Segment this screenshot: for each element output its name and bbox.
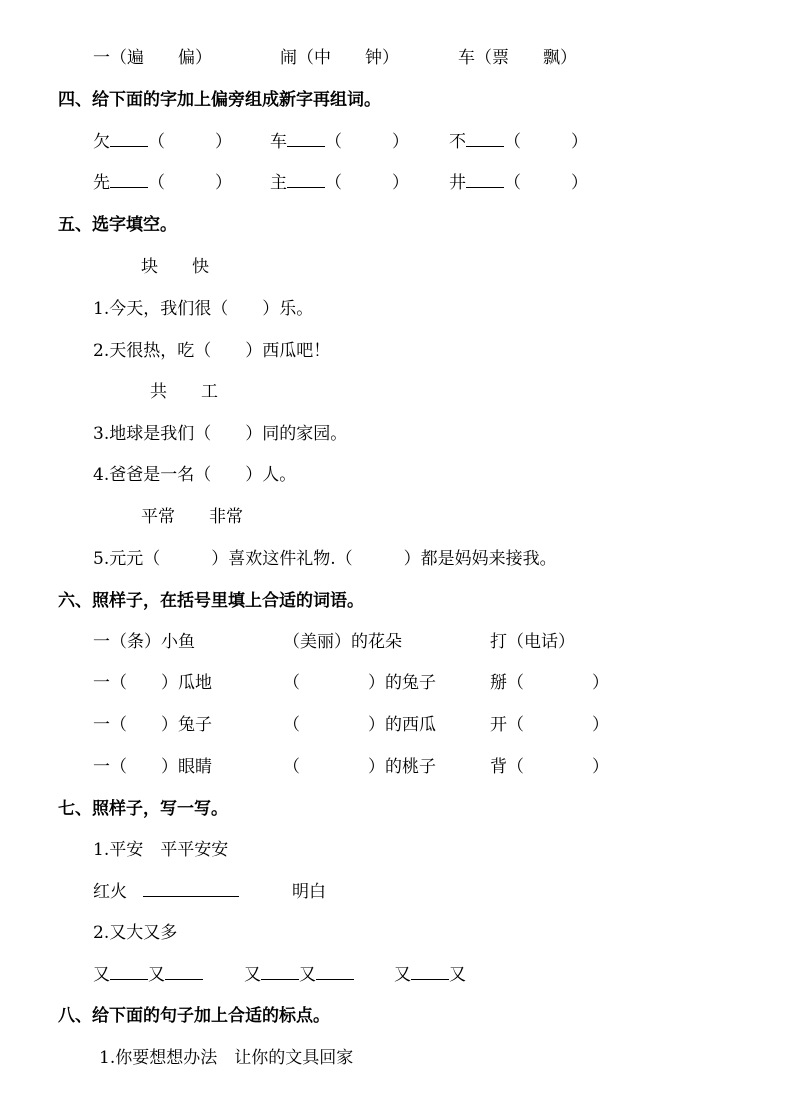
section-7-title: 七、照样子，写一写。 [58, 799, 228, 819]
phrase-blank: （ ）的西瓜 [283, 715, 436, 735]
aabb-item: 红火 [93, 881, 239, 903]
phrase-blank: （ ）的兔子 [283, 673, 436, 693]
word-choice-1: 一（遍 偏） [93, 48, 212, 68]
radical-item: 不 （ ） [449, 132, 588, 152]
section-5-title: 五、选字填空。 [58, 215, 177, 235]
section-6-title: 六、照样子，在括号里填上合适的词语。 [58, 591, 364, 611]
word-choice-3: 车（票 飘） [458, 48, 577, 68]
phrase-blank: （ ）的桃子 [283, 757, 436, 777]
fill-question: 3.地球是我们（ ）同的家园。 [93, 424, 348, 444]
phrase-blank: 背（ ） [490, 757, 609, 777]
example-phrase: 一（条）小鱼 [93, 632, 195, 652]
aabb-item: 明白 [292, 882, 326, 902]
phrase-blank: 一（ ）兔子 [93, 715, 212, 735]
punctuation-sentence: 1.你要想想办法 让你的文具回家 [99, 1048, 354, 1068]
example-2: 2.又大又多 [93, 923, 178, 943]
example-phrase: （美丽）的花朵 [283, 632, 402, 652]
example-1: 1.平安 平平安安 [93, 840, 229, 860]
char-pair: 块 快 [141, 257, 209, 277]
example-phrase: 打（电话） [490, 632, 575, 652]
word-choice-2: 闹（中 钟） [280, 48, 399, 68]
radical-item: 欠 （ ） [93, 132, 232, 152]
you-pattern: 又 又 [93, 964, 203, 986]
char-pair: 共 工 [150, 382, 218, 402]
phrase-blank: 一（ ）眼睛 [93, 757, 212, 777]
radical-item: 主 （ ） [270, 173, 409, 193]
fill-question: 2.天很热，吃（ ）西瓜吧！ [93, 341, 331, 361]
phrase-blank: 掰（ ） [490, 673, 609, 693]
phrase-blank: 一（ ）瓜地 [93, 673, 212, 693]
radical-item: 车 （ ） [270, 132, 409, 152]
word-pair: 平常 非常 [141, 507, 243, 527]
section-8-title: 八、给下面的句子加上合适的标点。 [58, 1006, 330, 1026]
you-pattern: 又 又 [244, 964, 354, 986]
radical-item: 井 （ ） [449, 173, 588, 193]
phrase-blank: 开（ ） [490, 715, 609, 735]
radical-item: 先 （ ） [93, 173, 232, 193]
you-pattern: 又 又 [394, 965, 466, 985]
fill-question: 5.元元（ ）喜欢这件礼物.（ ）都是妈妈来接我。 [93, 549, 557, 569]
fill-question: 1.今天，我们很（ ）乐。 [93, 299, 314, 319]
fill-question: 4.爸爸是一名（ ）人。 [93, 465, 297, 485]
section-4-title: 四、给下面的字加上偏旁组成新字再组词。 [58, 90, 381, 110]
